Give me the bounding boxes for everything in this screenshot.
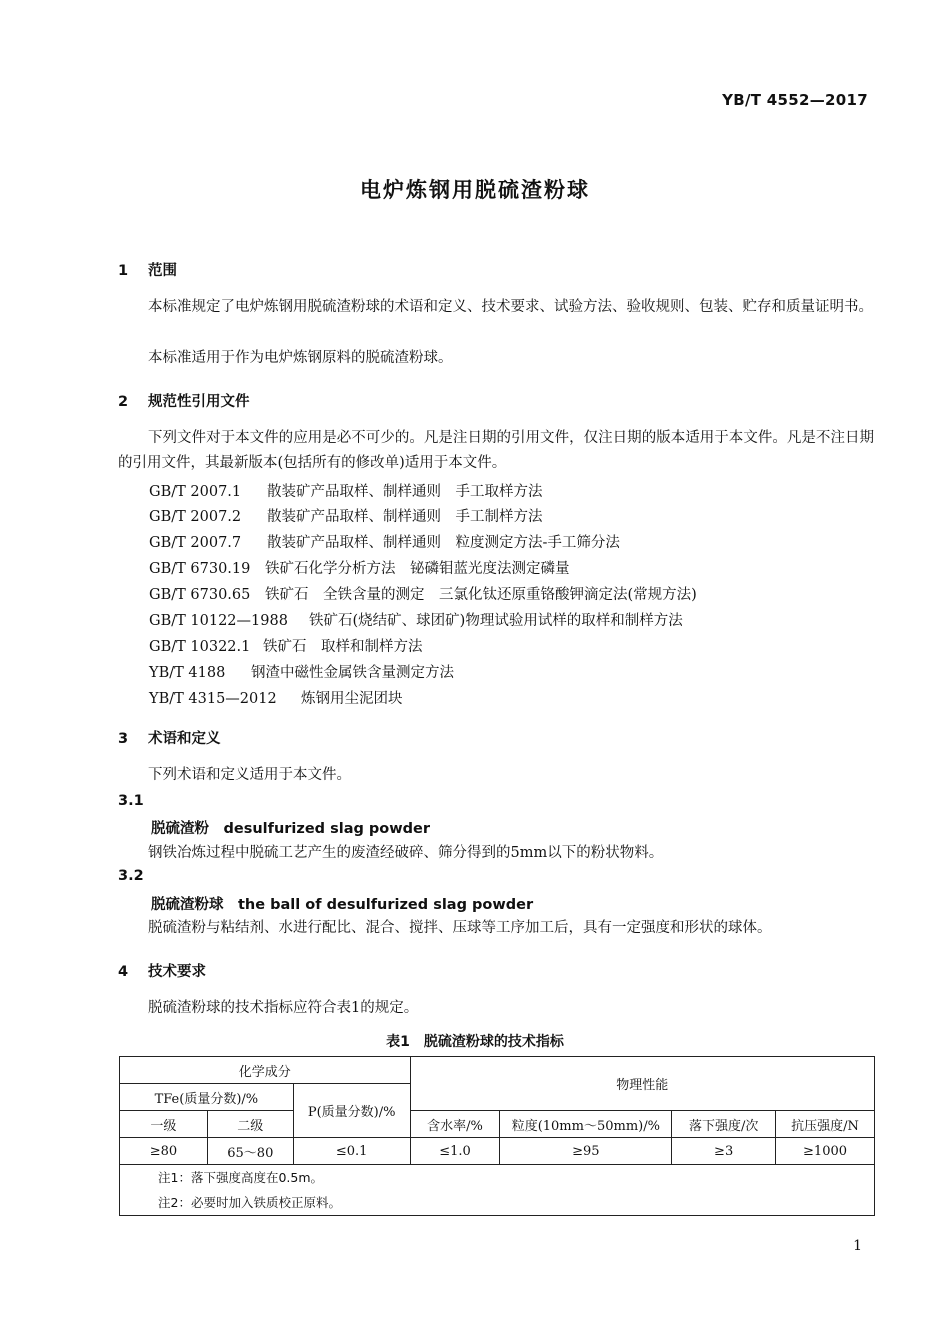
section-3-heading <box>118 727 221 748</box>
reference-title: 铁矿石 取样和制样方法 <box>263 639 423 655</box>
section-title: 术语和定义 <box>148 731 221 747</box>
cell-size: ≥95 <box>500 1138 672 1165</box>
section-1-paragraph-1: 本标准规定了电炉炼钢用脱硫渣粉球的术语和定义、技术要求、试验方法、验收规则、包装、贮存和质量证明书。 <box>148 299 873 315</box>
section-number: 4 <box>118 964 129 980</box>
standard-number: YB/T 4552—2017 <box>722 91 868 109</box>
header-p: P(质量分数)/% <box>293 1084 410 1138</box>
term-definition: 钢铁冶炼过程中脱硫工艺产生的废渣经破碎、筛分得到的5mm以下的粉状物料。 <box>148 845 664 861</box>
reference-title: 散装矿产品取样、制样通则 粒度测定方法-手工筛分法 <box>267 535 620 551</box>
reference-item <box>149 687 403 708</box>
header-compress: 抗压强度/N <box>776 1111 875 1138</box>
reference-code: GB/T 6730.65 <box>149 587 251 603</box>
reference-item <box>149 480 543 501</box>
section-1-heading <box>118 259 177 280</box>
reference-code: GB/T 2007.7 <box>149 535 242 551</box>
section-title: 范围 <box>148 263 177 279</box>
section-title: 规范性引用文件 <box>148 394 250 410</box>
reference-title: 铁矿石化学分析方法 铋磷钼蓝光度法测定磷量 <box>265 561 570 577</box>
reference-code: GB/T 10322.1 <box>149 639 251 655</box>
table-note-1: 注1：落下强度高度在0.5m。 <box>158 1170 324 1185</box>
cell-tfe-grade-2: 65～80 <box>207 1138 293 1165</box>
reference-item <box>149 583 697 604</box>
reference-code: GB/T 2007.2 <box>149 509 242 525</box>
table-notes <box>120 1165 875 1216</box>
section-4-paragraph-1: 脱硫渣粉球的技术指标应符合表1的规定。 <box>148 1000 419 1016</box>
cell-tfe-grade-1: ≥80 <box>120 1138 208 1165</box>
term-definition: 脱硫渣粉与粘结剂、水进行配比、混合、搅拌、压球等工序加工后，具有一定强度和形状的球体。 <box>148 920 772 936</box>
reference-item <box>149 635 423 656</box>
reference-title: 散装矿产品取样、制样通则 手工取样方法 <box>267 484 543 500</box>
header-grade-2: 二级 <box>207 1111 293 1138</box>
section-3-paragraph-1: 下列术语和定义适用于本文件。 <box>148 767 351 783</box>
reference-item <box>149 505 543 526</box>
header-tfe: TFe(质量分数)/% <box>120 1084 294 1111</box>
term-number: 3.1 <box>118 793 144 809</box>
section-number: 2 <box>118 394 129 410</box>
reference-code: YB/T 4315—2012 <box>149 691 277 707</box>
section-number: 3 <box>118 731 129 747</box>
header-drop: 落下强度/次 <box>672 1111 776 1138</box>
table-note-2: 注2：必要时加入铁质校正原料。 <box>158 1195 341 1210</box>
section-4-heading <box>118 960 206 981</box>
table-row <box>120 1138 875 1165</box>
header-moisture: 含水率/% <box>410 1111 500 1138</box>
reference-item <box>149 531 620 552</box>
header-grade-1: 一级 <box>120 1111 208 1138</box>
section-number: 1 <box>118 263 129 279</box>
document-title: 电炉炼钢用脱硫渣粉球 <box>360 178 590 202</box>
reference-item <box>149 557 570 578</box>
reference-title: 炼钢用尘泥团块 <box>301 691 403 707</box>
spec-table <box>119 1056 875 1216</box>
section-2-heading <box>118 390 250 411</box>
reference-item <box>149 661 454 682</box>
reference-code: GB/T 2007.1 <box>149 484 242 500</box>
header-physical: 物理性能 <box>410 1057 874 1111</box>
reference-title: 铁矿石(烧结矿、球团矿)物理试验用试样的取样和制样方法 <box>309 613 683 629</box>
reference-code: YB/T 4188 <box>149 665 226 681</box>
reference-title: 散装矿产品取样、制样通则 手工制样方法 <box>267 509 543 525</box>
section-title: 技术要求 <box>148 964 206 980</box>
reference-code: GB/T 6730.19 <box>149 561 251 577</box>
header-chemical: 化学成分 <box>120 1057 411 1084</box>
reference-code: GB/T 10122—1988 <box>149 613 288 629</box>
header-size: 粒度(10mm～50mm)/% <box>500 1111 672 1138</box>
term-heading: 脱硫渣粉球 the ball of desulfurized slag powder <box>151 897 534 913</box>
term-heading: 脱硫渣粉 desulfurized slag powder <box>151 821 431 837</box>
cell-compress: ≥1000 <box>776 1138 875 1165</box>
reference-item <box>149 609 683 630</box>
table-caption: 表1 脱硫渣粉球的技术指标 <box>386 1034 564 1050</box>
section-1-paragraph-2: 本标准适用于作为电炉炼钢原料的脱硫渣粉球。 <box>148 350 453 366</box>
cell-moisture: ≤1.0 <box>410 1138 500 1165</box>
page-number: 1 <box>853 1238 862 1254</box>
term-number: 3.2 <box>118 868 144 884</box>
reference-title: 铁矿石 全铁含量的测定 三氯化钛还原重铬酸钾滴定法(常规方法) <box>265 587 697 603</box>
reference-title: 钢渣中磁性金属铁含量测定方法 <box>251 665 454 681</box>
cell-p: ≤0.1 <box>293 1138 410 1165</box>
section-2-paragraph-1: 下列文件对于本文件的应用是必不可少的。凡是注日期的引用文件，仅注日期的版本适用于本文件。凡是不注日期的引用文件，其最新版本(包括所有的修改单)适用于本文件。 <box>118 430 874 471</box>
cell-drop: ≥3 <box>672 1138 776 1165</box>
